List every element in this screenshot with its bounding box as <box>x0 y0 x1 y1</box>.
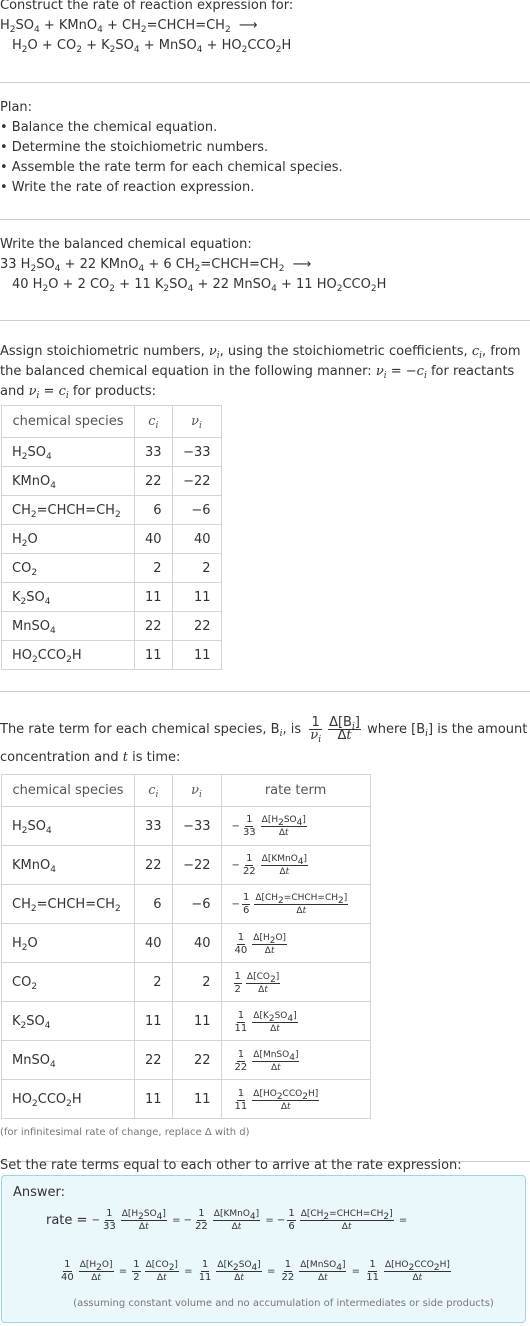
coefficient-cell: 11 <box>135 1080 173 1119</box>
stoich-number-cell: −6 <box>172 885 221 924</box>
col-header-species: chemical species <box>2 406 135 438</box>
species-cell: $H_2SO_4$ <box>2 807 135 846</box>
table-row <box>2 467 222 496</box>
species-cell: $HO_2CCO_2H$ <box>2 1080 135 1119</box>
stoich-number-cell: 40 <box>172 525 221 554</box>
table-row <box>2 612 222 641</box>
col-header-rate-term: rate term <box>221 775 370 807</box>
divider <box>0 219 530 220</box>
table-row <box>2 924 371 963</box>
stoich-number-cell: 11 <box>172 1002 221 1041</box>
coefficient-cell: 11 <box>135 641 173 670</box>
col-header-nu: $\nu_i$ <box>172 406 221 438</box>
intro-text: Construct the rate of reaction expression for: <box>0 0 294 13</box>
unbalanced-reactants: $H_2SO_4$ + KMnO$_4$ + $CH_2=CHCH=CH_2$ ⟶ <box>0 18 258 35</box>
balanced-reactants: 33 $H_2SO_4 + 22$ KMnO$_4$ + 6 $CH_2=CHCH=CH_2$ ⟶ <box>0 257 312 274</box>
table-row <box>2 438 222 467</box>
intro-section <box>0 0 530 56</box>
table-row <box>2 525 222 554</box>
stoich-table <box>1 405 222 670</box>
coefficient-cell: 33 <box>135 438 173 467</box>
coefficient-cell: 40 <box>135 924 173 963</box>
rate-term-cell: − $\frac{1}{22}$ $\frac{\Delta[KMnO_4]}{\Delta t}$ <box>221 846 370 885</box>
stoich-number-cell: 40 <box>172 924 221 963</box>
table-row <box>2 1002 371 1041</box>
species-cell: MnSO$_4$ <box>2 612 135 641</box>
coefficient-cell: 2 <box>135 554 173 583</box>
rate-term-cell: $\frac{1}{11}$ $\frac{\Delta[HO_2CCO_2H]}{\Delta t}$ <box>221 1080 370 1119</box>
coefficient-cell: 33 <box>135 807 173 846</box>
stoich-number-cell: −6 <box>172 496 221 525</box>
stoich-number-cell: 11 <box>172 583 221 612</box>
species-cell: $K_2SO_4$ <box>2 583 135 612</box>
coefficient-cell: 11 <box>135 1002 173 1041</box>
table-row <box>2 1080 371 1119</box>
plan-section <box>0 98 530 198</box>
plan-step: • Determine the stoichiometric numbers. <box>0 140 269 155</box>
species-cell: $H_2SO_4$ <box>2 438 135 467</box>
coefficient-cell: 22 <box>135 612 173 641</box>
stoich-number-cell: 2 <box>172 963 221 1002</box>
stoich-number-cell: 11 <box>172 1080 221 1119</box>
rate-expression-line-1: rate = − $\frac{1}{33}$ $\frac{\Delta[H_2SO_4]}{\Delta t}$ = − $\frac{1}{22}$ $\frac{\Delta[KMnO_4]}{\Delta t}$ = − $\frac{1}{6}$ $\frac{\Delta[CH_2=CHCH=CH_2]}{\Delta t}$ = <box>46 1208 408 1232</box>
col-header-c: $c_i$ <box>135 406 173 438</box>
col-header-species: chemical species <box>2 775 135 807</box>
rate-term-cell: $\frac{1}{11}$ $\frac{\Delta[K_2SO_4]}{\Delta t}$ <box>221 1002 370 1041</box>
coefficient-cell: 22 <box>135 846 173 885</box>
stoich-number-cell: −33 <box>172 807 221 846</box>
balanced-products: 40 $H_2O + 2$ $CO_2 + 11$ $K_2SO_4 + 22$ MnSO$_4$ + 11 $HO_2CCO_2H$ <box>12 277 387 294</box>
rate-table <box>1 774 371 1119</box>
rate-term-cell: − $\frac{1}{6}$ $\frac{\Delta[CH_2=CHCH=CH_2]}{\Delta t}$ <box>221 885 370 924</box>
col-header-c: $c_i$ <box>135 775 173 807</box>
col-header-nu: $\nu_i$ <box>172 775 221 807</box>
coefficient-cell: 40 <box>135 525 173 554</box>
table-row <box>2 554 222 583</box>
coefficient-cell: 22 <box>135 467 173 496</box>
species-cell: KMnO$_4$ <box>2 846 135 885</box>
coefficient-cell: 11 <box>135 583 173 612</box>
table-row <box>2 496 222 525</box>
infinitesimal-note: (for infinitesimal rate of change, replace Δ with d) <box>0 1127 250 1138</box>
plan-step: • Balance the chemical equation. <box>0 120 218 135</box>
balanced-section <box>0 235 530 295</box>
coefficient-cell: 2 <box>135 963 173 1002</box>
unbalanced-products: $H_2O + CO_2 + K_2SO_4$ + MnSO$_4$ + $HO_2CCO_2H$ <box>12 38 292 55</box>
table-row <box>2 583 222 612</box>
stoich-number-cell: 22 <box>172 1041 221 1080</box>
species-cell: $HO_2CCO_2H$ <box>2 641 135 670</box>
species-cell: $CO_2$ <box>2 554 135 583</box>
table-row <box>2 846 371 885</box>
divider <box>0 691 530 692</box>
species-cell: $CH_2=CHCH=CH_2$ <box>2 496 135 525</box>
rate-term-cell: $\frac{1}{2}$ $\frac{\Delta[CO_2]}{\Delta t}$ <box>221 963 370 1002</box>
species-cell: $CO_2$ <box>2 963 135 1002</box>
rate-term-cell: $\frac{1}{22}$ $\frac{\Delta[MnSO_4]}{\Delta t}$ <box>221 1041 370 1080</box>
stoich-number-cell: 11 <box>172 641 221 670</box>
table-row <box>2 1041 371 1080</box>
plan-title: Plan: <box>0 100 33 115</box>
species-cell: $H_2O$ <box>2 924 135 963</box>
stoich-number-cell: 2 <box>172 554 221 583</box>
coefficient-cell: 22 <box>135 1041 173 1080</box>
table-row <box>2 963 371 1002</box>
rate-text: The rate term for each chemical species, $B_i$, is $\frac{1}{\nu_i}$ $\frac{\Delta[B_i]}{\Delta t}$ where $[B_i]$ is the amount concentration and t is time: <box>0 715 528 765</box>
coefficient-cell: 6 <box>135 885 173 924</box>
species-cell: $H_2O$ <box>2 525 135 554</box>
table-row <box>2 885 371 924</box>
stoich-number-cell: −33 <box>172 438 221 467</box>
rate-expression-line-2: $\frac{1}{40}$ $\frac{\Delta[H_2O]}{\Delta t}$ = $\frac{1}{2}$ $\frac{\Delta[CO_2]}{\Delta t}$ = $\frac{1}{11}$ $\frac{\Delta[K_2SO_4]}{\Delta t}$ = $\frac{1}{22}$ $\frac{\Delta[MnSO_4]}{\Delta t}$ = $\frac{1}{11}$ $\frac{\Delta[HO_2CCO_2H]}{\Delta t}$ <box>61 1259 450 1283</box>
species-cell: KMnO$_4$ <box>2 467 135 496</box>
stoich-number-cell: 22 <box>172 612 221 641</box>
stoich-number-cell: −22 <box>172 846 221 885</box>
plan-step: • Write the rate of reaction expression. <box>0 180 255 195</box>
balanced-title: Write the balanced chemical equation: <box>0 237 252 252</box>
stoich-number-cell: −22 <box>172 467 221 496</box>
species-cell: MnSO$_4$ <box>2 1041 135 1080</box>
divider <box>0 82 530 83</box>
species-cell: $K_2SO_4$ <box>2 1002 135 1041</box>
answer-box <box>1 1175 526 1323</box>
assumption-note: (assuming constant volume and no accumulation of intermediates or side products) <box>73 1298 494 1309</box>
rate-term-cell: $\frac{1}{40}$ $\frac{\Delta[H_2O]}{\Delta t}$ <box>221 924 370 963</box>
answer-label: Answer: <box>13 1185 66 1200</box>
rate-term-cell: − $\frac{1}{33}$ $\frac{\Delta[H_2SO_4]}{\Delta t}$ <box>221 807 370 846</box>
stoich-text: Assign stoichiometric numbers, $\nu_i$, using the stoichiometric coefficients, $c_i$, from the balanced chemical equation in the following manner: $\nu_i = -c_i$ for reactants and $\nu_i = c_i$ for products: <box>0 344 521 401</box>
plan-step: • Assemble the rate term for each chemical species. <box>0 160 343 175</box>
final-text: Set the rate terms equal to each other to arrive at the rate expression: <box>0 1158 462 1173</box>
coefficient-cell: 6 <box>135 496 173 525</box>
table-row <box>2 807 371 846</box>
species-cell: $CH_2=CHCH=CH_2$ <box>2 885 135 924</box>
table-row <box>2 641 222 670</box>
divider <box>0 320 530 321</box>
